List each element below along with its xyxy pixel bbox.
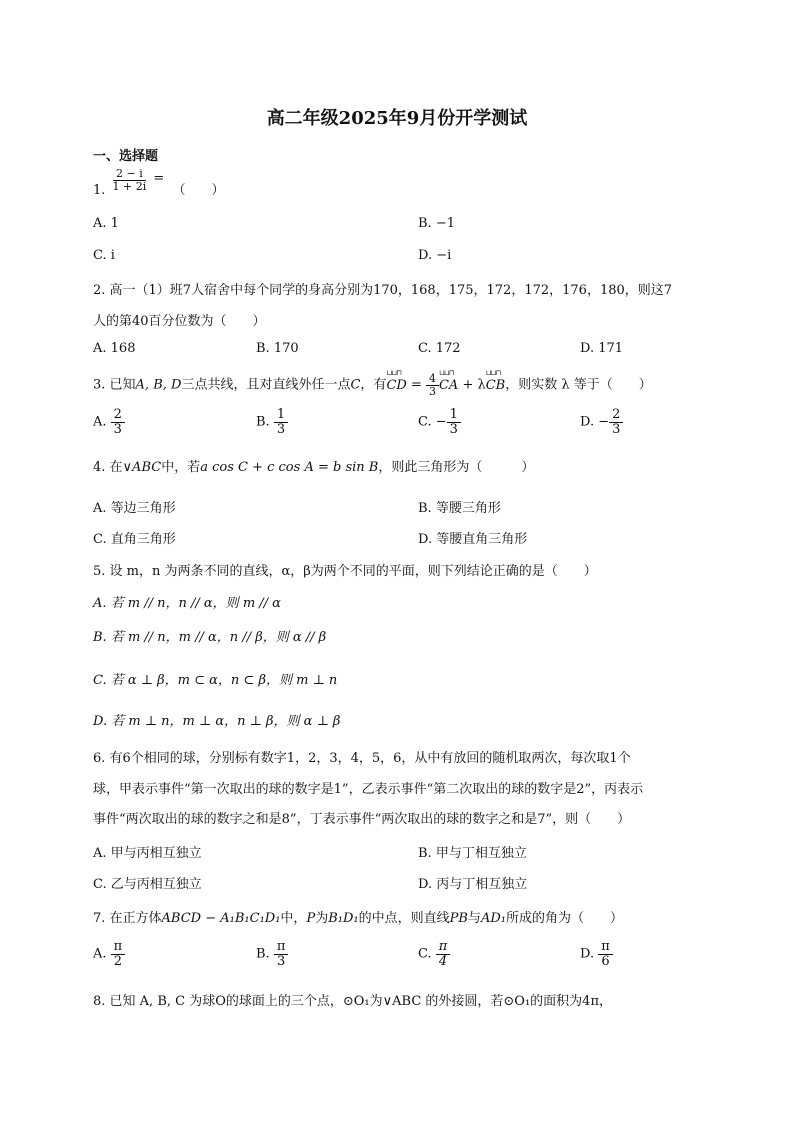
option-d: D. 等腰直角三角形 — [418, 532, 528, 547]
option-d: D. 丙与丁相互独立 — [418, 877, 528, 892]
question-4: 4. 在∨ABC中，若a cos C + c cos A = b sin B，则此三角形为（ ） — [93, 460, 535, 475]
option-b: B. 170 — [256, 341, 299, 356]
question-6-line-1: 6. 有6个相同的球，分别标有数字1，2，3，4，5，6，从中有放回的随机取两次，每次取1个 — [93, 751, 631, 766]
option-c: C. 172 — [418, 341, 461, 356]
question-3: 3. 已知A, B, D三点共线，且对直线外任一点C，有⊔⊔⊓ CD = $\frac{4}{3}$ ⊔⊔⊓ CA + λ⊔⊔⊓ CB，则实数 λ 等于（ ） — [93, 373, 652, 397]
question-2-line-2: 人的第40百分位数为（ ） — [93, 314, 266, 329]
option-a: A. 甲与丙相互独立 — [93, 846, 202, 861]
exam-title: 高二年级2025年9月份开学测试 — [266, 108, 528, 129]
fraction: $\frac{4}{3}$ — [426, 373, 439, 397]
option-a: A. $\frac{\pi}{2}$ — [93, 940, 125, 968]
option-b: B. 若 m // n，m // α，n // β，则 α // β — [93, 630, 327, 645]
question-6-line-2: 球，甲表示事件“第一次取出的球的数字是1”，乙表示事件“第二次取出的球的数字是2”，丙表示 — [93, 782, 644, 797]
option-c: C. 直角三角形 — [93, 532, 176, 547]
question-7: 7. 在正方体ABCD − A₁B₁C₁D₁中，P为B₁D₁的中点，则直线PB与AD₁所成的角为（ ） — [93, 911, 623, 926]
option-d: D. $\frac{\pi}{6}$ — [580, 940, 613, 968]
option-c: C. $\frac{\pi}{4}$ — [418, 940, 450, 968]
question-2-line-1: 2. 高一（1）班7人宿舍中每个同学的身高分别为170，168，175，172，172，176，180，则这7 — [93, 283, 673, 298]
vector-cb: ⊔⊔⊓ CB — [486, 378, 506, 393]
fraction: $\frac{2 - i}{1 + 2i}$ — [112, 167, 147, 193]
option-c: C. − $\frac{1}{3}$ — [418, 408, 461, 436]
option-d: D. 若 m ⊥ n，m ⊥ α，n ⊥ β，则 α ⊥ β — [93, 714, 341, 729]
option-a: A. $\frac{2}{3}$ — [93, 408, 125, 436]
option-a: A. 等边三角形 — [93, 501, 176, 516]
option-b: B. 等腰三角形 — [418, 501, 501, 516]
option-b: B. 甲与丁相互独立 — [418, 846, 527, 861]
option-c: C. 乙与丙相互独立 — [93, 877, 202, 892]
question-1: 1. $\frac{2 - i}{1 + 2i}$ = （ ） — [93, 167, 225, 198]
question-5: 5. 设 m，n 为两条不同的直线，α，β为两个不同的平面，则下列结论正确的是（ ） — [93, 564, 597, 579]
option-d: D. − $\frac{2}{3}$ — [580, 408, 623, 436]
option-b: B. −1 — [418, 216, 455, 231]
option-a: A. 168 — [93, 341, 136, 356]
section-heading: 一、选择题 — [93, 149, 159, 164]
option-a: A. 若 m // n，n // α，则 m // α — [93, 596, 281, 611]
option-c: C. 若 α ⊥ β，m ⊂ α，n ⊂ β，则 m ⊥ n — [93, 673, 338, 688]
vector-cd: ⊔⊔⊓ CD — [386, 378, 406, 393]
option-d: D. −i — [418, 248, 452, 263]
option-d: D. 171 — [580, 341, 624, 356]
vector-ca: ⊔⊔⊓ CA — [439, 378, 458, 393]
option-b: B. $\frac{1}{3}$ — [256, 408, 288, 436]
question-number: 1. — [93, 182, 106, 198]
option-c: C. i — [93, 248, 115, 263]
question-8: 8. 已知 A, B, C 为球O的球面上的三个点，⊙O₁为∨ABC 的外接圆，若⊙O₁的面积为4π， — [93, 994, 612, 1009]
option-a: A. 1 — [93, 216, 119, 231]
option-b: B. $\frac{\pi}{3}$ — [256, 940, 288, 968]
question-6-line-3: 事件“两次取出的球的数字之和是8”，丁表示事件“两次取出的球的数字之和是7”，则（ ） — [93, 812, 631, 827]
